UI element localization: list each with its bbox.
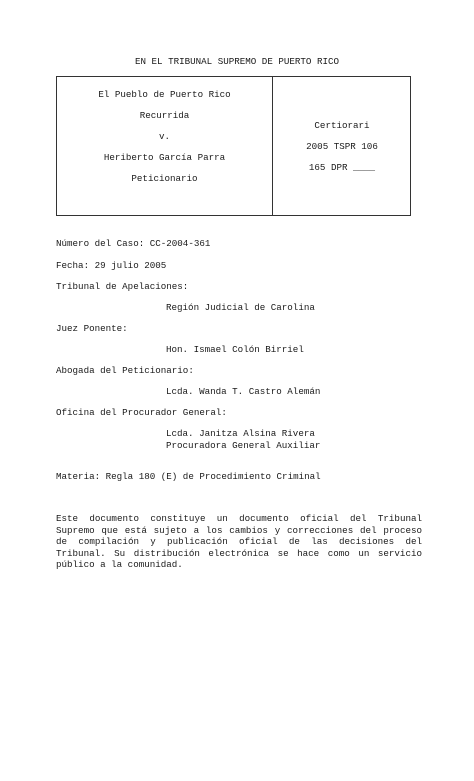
- versus-label: v.: [158, 131, 171, 142]
- judge-label: Juez Ponente:: [56, 323, 128, 334]
- appellee-name: El Pueblo de Puerto Rico: [98, 89, 231, 100]
- decision-date: Fecha: 29 julio 2005: [56, 260, 167, 271]
- appeals-court-value: Región Judicial de Carolina: [166, 302, 315, 313]
- solicitor-label: Oficina del Procurador General:: [56, 407, 227, 418]
- petitioner-role: Peticionario: [131, 173, 198, 184]
- petitioner-attorney-label: Abogada del Peticionario:: [56, 365, 194, 376]
- appeals-court-label: Tribunal de Apelaciones:: [56, 281, 189, 292]
- case-caption-box: [56, 76, 411, 216]
- case-type: Certiorari: [314, 120, 370, 131]
- citation: 2005 TSPR 106: [306, 141, 378, 152]
- reporter-citation: 165 DPR ____: [308, 162, 376, 173]
- court-title: EN EL TRIBUNAL SUPREMO DE PUERTO RICO: [135, 56, 339, 67]
- case-number: Número del Caso: CC-2004-361: [56, 238, 211, 249]
- petitioner-name: Heriberto García Parra: [103, 152, 226, 163]
- official-document-notice: Este documento constituye un documento oficial del Tribunal Supremo que está sujeto a los cambios y correcciones del proceso de compilación y publicación oficial de las decisiones del Tribunal. Su distribución electrónica se hace como un servicio público a la comunidad.: [56, 513, 422, 570]
- case-subject: Materia: Regla 180 (E) de Procedimiento Criminal: [56, 471, 321, 482]
- solicitor-title: Procuradora General Auxiliar: [166, 440, 321, 451]
- judge-value: Hon. Ismael Colón Birriel: [166, 344, 304, 355]
- appellee-role: Recurrida: [139, 110, 190, 121]
- petitioner-attorney-value: Lcda. Wanda T. Castro Alemán: [166, 386, 321, 397]
- solicitor-name: Lcda. Janitza Alsina Rivera: [166, 428, 315, 439]
